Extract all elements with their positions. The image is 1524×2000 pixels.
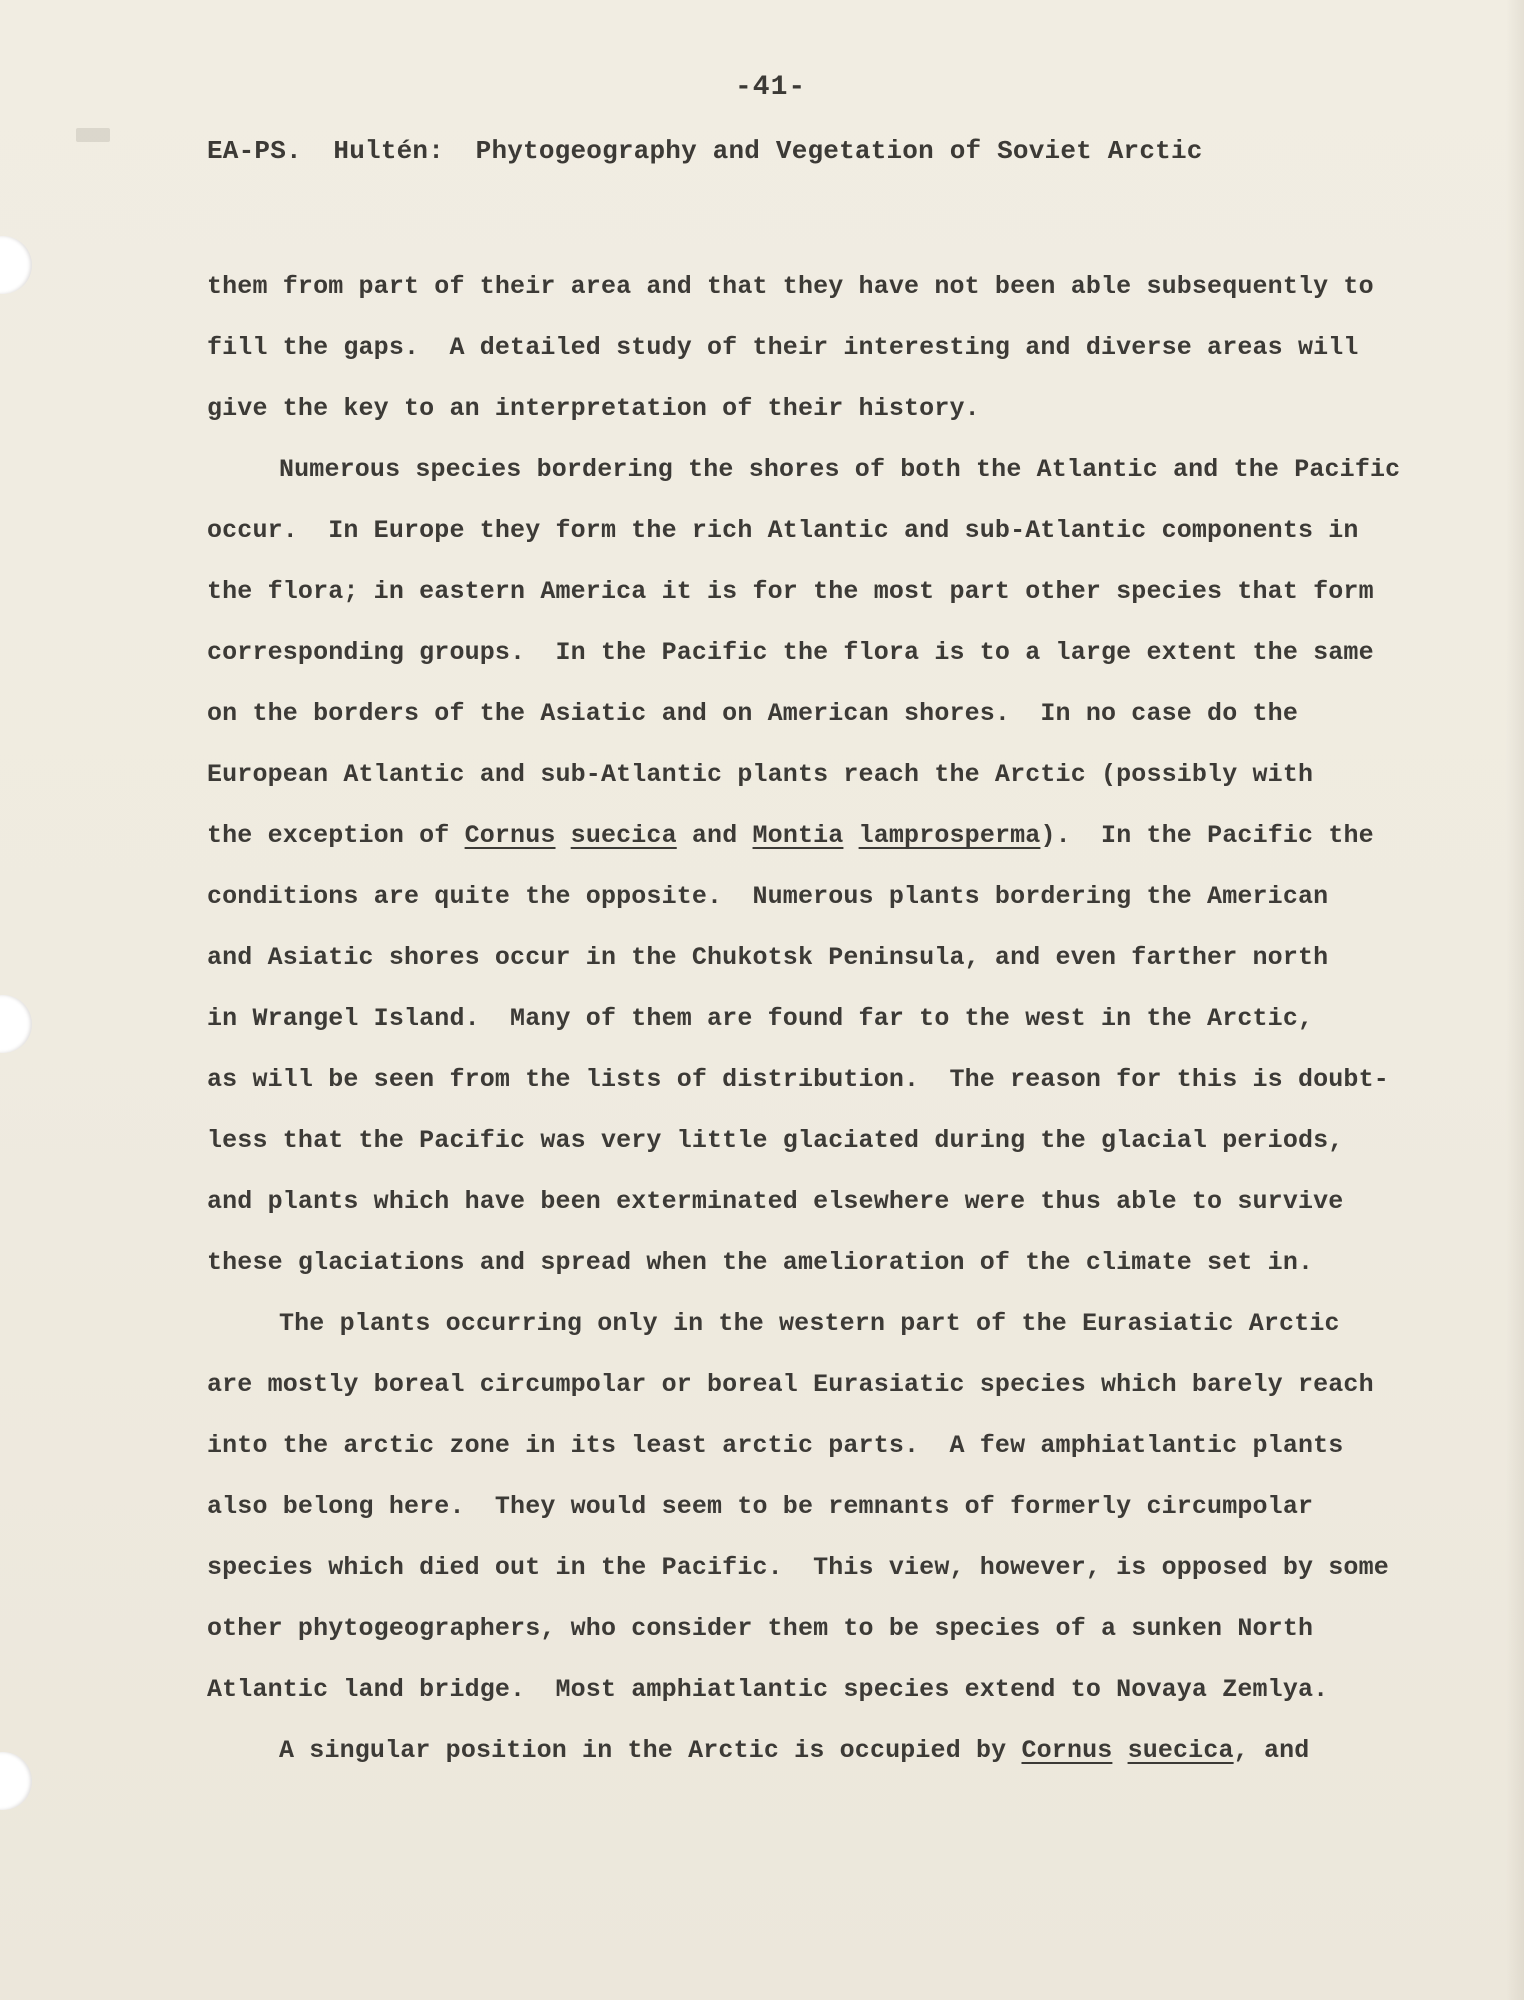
- text-line: [207, 1476, 1437, 1537]
- punch-hole: [0, 1752, 32, 1810]
- text-segment: the exception of: [207, 821, 465, 850]
- text-line: [207, 1537, 1437, 1598]
- running-head: EA-PS. Hultén: Phytogeography and Vegetation of Soviet Arctic: [207, 136, 1203, 166]
- text-segment: fill the gaps. A detailed study of their interesting and diverse areas will: [207, 333, 1359, 362]
- text-segment: [556, 821, 571, 850]
- text-line: [207, 805, 1437, 866]
- text-segment: and: [676, 821, 753, 850]
- text-segment: as will be seen from the lists of distribution. The reason for this is doubt-: [207, 1065, 1389, 1094]
- text-line: [207, 1598, 1437, 1659]
- text-segment: these glaciations and spread when the amelioration of the climate set in.: [207, 1248, 1314, 1277]
- text-line: [207, 1293, 1437, 1354]
- text-segment: The plants occurring only in the western part of the Eurasiatic Arctic: [279, 1309, 1340, 1338]
- text-line: [207, 1171, 1437, 1232]
- text-line: [207, 1049, 1437, 1110]
- text-segment: on the borders of the Asiatic and on American shores. In no case do the: [207, 699, 1298, 728]
- text-segment: give the key to an interpretation of their history.: [207, 394, 980, 423]
- underlined-taxon-name: Cornus: [1021, 1736, 1113, 1765]
- text-segment: Numerous species bordering the shores of both the Atlantic and the Pacific: [279, 455, 1401, 484]
- text-segment: [1112, 1736, 1127, 1765]
- punch-hole: [0, 995, 32, 1053]
- text-line: [207, 317, 1437, 378]
- text-segment: conditions are quite the opposite. Numerous plants bordering the American: [207, 882, 1329, 911]
- text-line: [207, 500, 1437, 561]
- text-line: [207, 1354, 1437, 1415]
- faint-stamp-mark: [76, 128, 110, 142]
- page-number: -41-: [735, 72, 807, 103]
- text-line: [207, 1415, 1437, 1476]
- text-line: [207, 622, 1437, 683]
- text-segment: species which died out in the Pacific. This view, however, is opposed by some: [207, 1553, 1389, 1582]
- underlined-taxon-name: Montia: [752, 821, 844, 850]
- text-line: [207, 744, 1437, 805]
- text-segment: them from part of their area and that they have not been able subsequently to: [207, 272, 1374, 301]
- text-line: [207, 1232, 1437, 1293]
- body-text: [207, 256, 1437, 1781]
- text-segment: are mostly boreal circumpolar or boreal Eurasiatic species which barely reach: [207, 1370, 1374, 1399]
- text-segment: occur. In Europe they form the rich Atlantic and sub-Atlantic components in: [207, 516, 1359, 545]
- text-segment: European Atlantic and sub-Atlantic plants reach the Arctic (possibly with: [207, 760, 1314, 789]
- text-segment: Atlantic land bridge. Most amphiatlantic species extend to Novaya Zemlya.: [207, 1675, 1329, 1704]
- text-segment: A singular position in the Arctic is occupied by: [279, 1736, 1022, 1765]
- text-line: [207, 561, 1437, 622]
- text-line: [207, 439, 1437, 500]
- page-edge-shadow: [1506, 0, 1524, 2000]
- text-segment: in Wrangel Island. Many of them are found far to the west in the Arctic,: [207, 1004, 1314, 1033]
- underlined-taxon-name: lamprosperma: [858, 821, 1041, 850]
- text-segment: , and: [1233, 1736, 1310, 1765]
- text-line: [207, 1720, 1437, 1781]
- text-segment: the flora; in eastern America it is for the most part other species that form: [207, 577, 1374, 606]
- text-segment: [843, 821, 858, 850]
- text-segment: less that the Pacific was very little glaciated during the glacial periods,: [207, 1126, 1344, 1155]
- text-segment: and plants which have been exterminated elsewhere were thus able to survive: [207, 1187, 1344, 1216]
- text-line: [207, 378, 1437, 439]
- text-segment: into the arctic zone in its least arctic parts. A few amphiatlantic plants: [207, 1431, 1344, 1460]
- text-line: [207, 256, 1437, 317]
- text-line: [207, 988, 1437, 1049]
- text-line: [207, 683, 1437, 744]
- underlined-taxon-name: suecica: [570, 821, 677, 850]
- text-segment: and Asiatic shores occur in the Chukotsk Peninsula, and even farther north: [207, 943, 1329, 972]
- text-line: [207, 1659, 1437, 1720]
- text-line: [207, 927, 1437, 988]
- text-line: [207, 1110, 1437, 1171]
- underlined-taxon-name: suecica: [1127, 1736, 1234, 1765]
- text-segment: other phytogeographers, who consider them to be species of a sunken North: [207, 1614, 1314, 1643]
- text-segment: ). In the Pacific the: [1040, 821, 1374, 850]
- text-segment: corresponding groups. In the Pacific the flora is to a large extent the same: [207, 638, 1374, 667]
- underlined-taxon-name: Cornus: [464, 821, 556, 850]
- text-segment: also belong here. They would seem to be remnants of formerly circumpolar: [207, 1492, 1314, 1521]
- text-line: [207, 866, 1437, 927]
- punch-hole: [0, 236, 32, 294]
